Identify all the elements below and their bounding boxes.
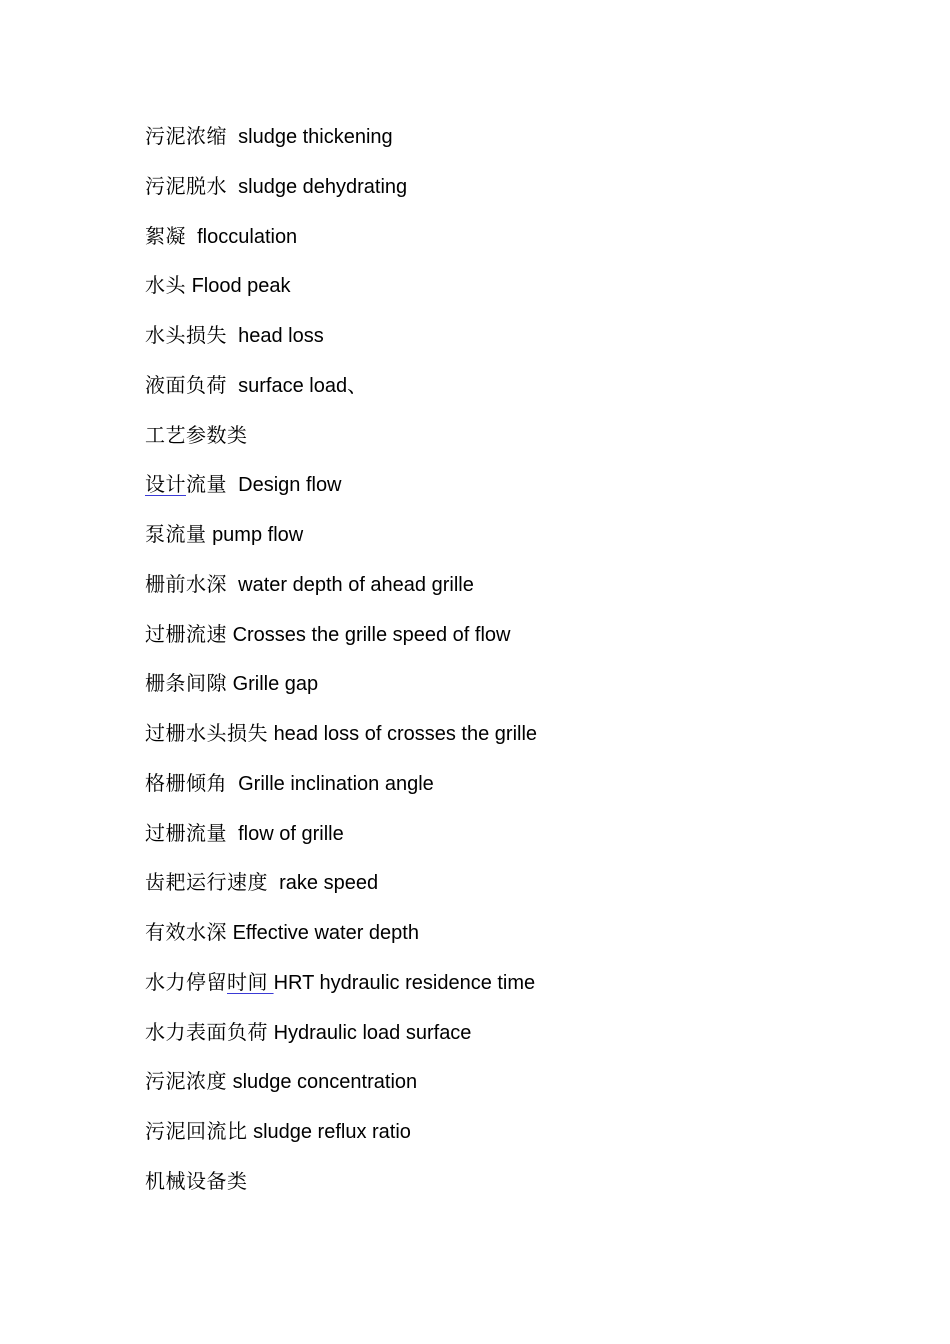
term-zh: 栅前水深 xyxy=(145,571,227,596)
term-zh: 流量 xyxy=(186,472,227,497)
glossary-line xyxy=(145,516,905,566)
term-zh: 齿耙运行速度 xyxy=(145,870,268,895)
term-en: Crosses the grille speed of flow xyxy=(232,623,511,646)
term-en: head loss of crosses the grille xyxy=(273,723,538,745)
term-en: Hydraulic load surface xyxy=(273,1021,472,1044)
term-en: surface load、 xyxy=(238,374,368,397)
term-en: head loss xyxy=(238,325,324,347)
glossary-line xyxy=(145,317,905,367)
term-zh: 水头 xyxy=(145,273,186,298)
glossary-line xyxy=(145,466,905,516)
term-zh: 水力表面负荷 xyxy=(145,1019,268,1044)
term-en: sludge concentration xyxy=(232,1071,418,1094)
term-zh: 絮凝 xyxy=(145,223,186,248)
term-en: sludge reflux ratio xyxy=(253,1121,411,1143)
spellcheck-underlined-text: 设计 xyxy=(145,472,186,497)
term-en: sludge thickening xyxy=(238,126,393,148)
section-heading xyxy=(145,417,905,467)
term-en: pump flow xyxy=(212,524,304,546)
glossary-line xyxy=(145,218,905,268)
glossary-line xyxy=(145,864,905,914)
glossary-line xyxy=(145,118,905,168)
glossary-line xyxy=(145,1014,905,1064)
term-zh: 污泥回流比 xyxy=(145,1119,248,1143)
term-en: Grille inclination angle xyxy=(238,772,434,795)
term-en: Grille gap xyxy=(232,673,319,696)
term-en: Design flow xyxy=(238,474,342,497)
term-en: flow of grille xyxy=(238,822,344,845)
term-zh: 污泥脱水 xyxy=(145,173,227,198)
term-zh: 水头损失 xyxy=(145,323,227,347)
glossary-line xyxy=(145,267,905,317)
term-zh: 栅条间隙 xyxy=(145,671,227,696)
term-zh: 液面负荷 xyxy=(145,372,227,397)
term-en: HRT hydraulic residence time xyxy=(273,971,536,994)
glossary-line xyxy=(145,367,905,417)
glossary-list xyxy=(145,118,905,1213)
glossary-line xyxy=(145,1113,905,1163)
glossary-line xyxy=(145,914,905,964)
section-heading-text: 工艺参数类 xyxy=(145,422,248,447)
glossary-line xyxy=(145,566,905,616)
spellcheck-underlined-text: 时间 xyxy=(227,969,268,994)
term-zh: 过栅水头损失 xyxy=(145,721,268,745)
term-zh: 过栅流量 xyxy=(145,820,227,845)
term-zh: 污泥浓缩 xyxy=(145,124,227,148)
glossary-line xyxy=(145,665,905,715)
glossary-line xyxy=(145,1063,905,1113)
term-zh: 有效水深 xyxy=(145,920,227,944)
term-en: Effective water depth xyxy=(232,922,419,944)
term-en: flocculation xyxy=(197,225,298,248)
glossary-line xyxy=(145,815,905,865)
section-heading-text: 机械设备类 xyxy=(145,1168,248,1193)
term-en: water depth of ahead grille xyxy=(238,573,474,596)
glossary-line xyxy=(145,765,905,815)
term-zh: 污泥浓度 xyxy=(145,1069,227,1094)
term-en: rake speed xyxy=(279,872,379,895)
term-en: sludge dehydrating xyxy=(238,175,408,198)
glossary-line xyxy=(145,964,905,1014)
term-zh: 格栅倾角 xyxy=(145,770,227,795)
glossary-line xyxy=(145,168,905,218)
glossary-line xyxy=(145,715,905,765)
term-en: Flood peak xyxy=(191,275,291,298)
term-zh: 水力停留 xyxy=(145,969,227,994)
section-heading xyxy=(145,1163,905,1213)
glossary-line xyxy=(145,616,905,666)
term-zh: 过栅流速 xyxy=(145,621,227,646)
term-zh: 泵流量 xyxy=(145,522,207,546)
